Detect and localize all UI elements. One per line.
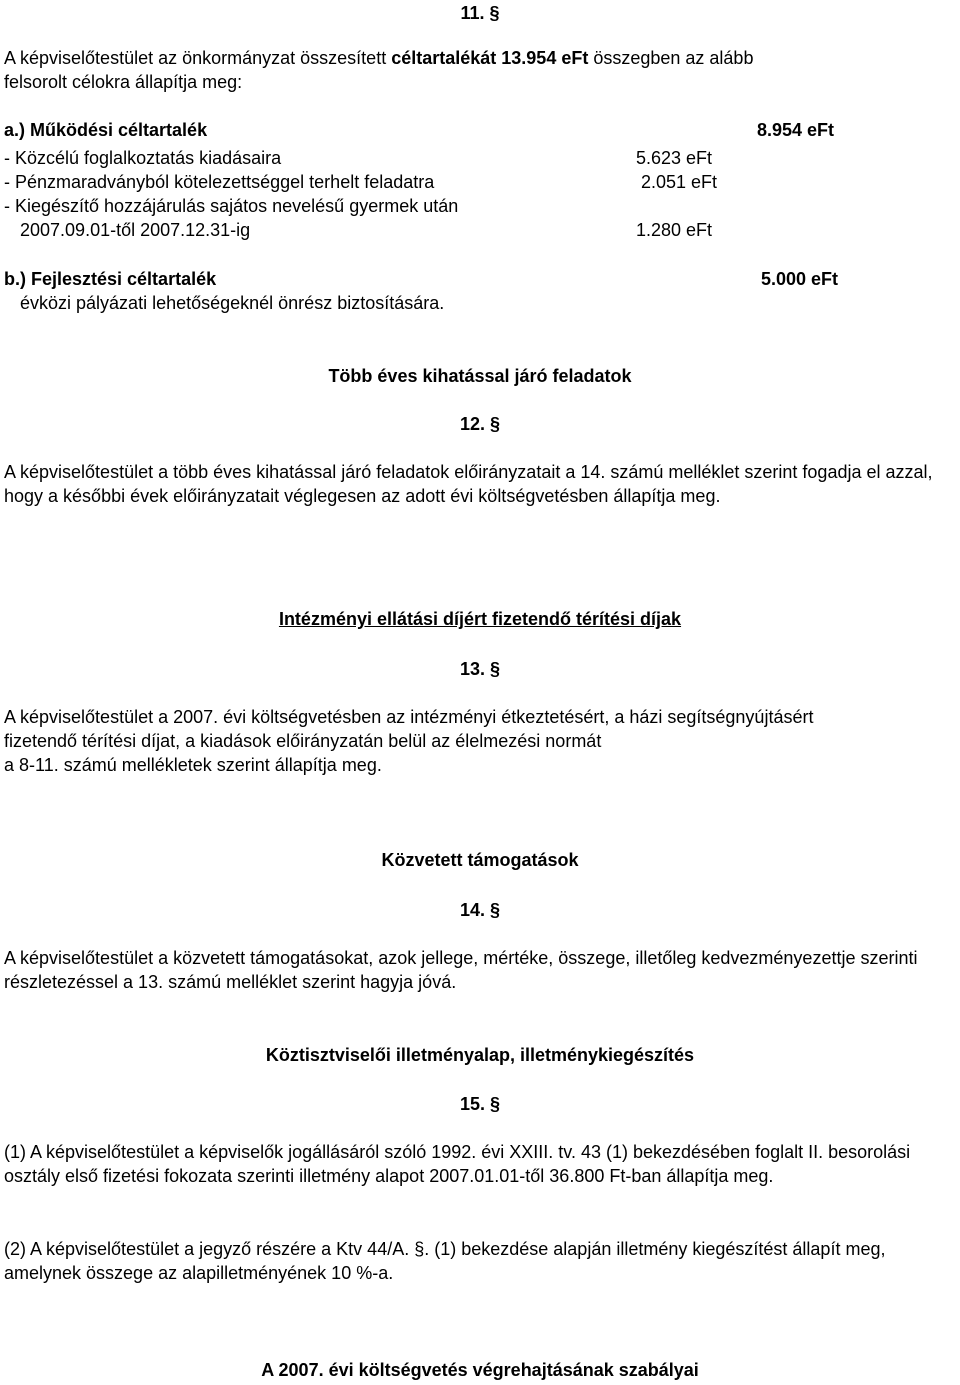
- s11-intro-line1: [4, 46, 753, 70]
- s11-item3-label: - Kiegészítő hozzájárulás sajátos nevelésű gyermek után: [4, 196, 459, 216]
- section-14-title: 14. §: [459, 900, 501, 920]
- section-15-p2: (2) A képviselőtestület a jegyző részére a Ktv 44/A. §. (1) bekezdése alapján illetmény kiegészítést állapít meg, amelynek összege az alapilletményének 10 %-a.: [4, 1239, 886, 1283]
- s11-item1-value: 5.623 eFt: [636, 148, 713, 168]
- section-14-heading: Közvetett támogatások: [381, 850, 579, 870]
- budget-rules-heading: A 2007. évi költségvetés végrehajtásának szabályai: [261, 1360, 699, 1380]
- s11-item2-value: 2.051 eFt: [641, 172, 718, 192]
- section-14-text: A képviselőtestület a közvetett támogatásokat, azok jellege, mértéke, összege, illetőleg kedvezményezettje szerinti részletezéssel a 13. számú melléklet szerint hagyja jóvá.: [4, 948, 918, 992]
- s11-item2-label: - Pénzmaradványból kötelezettséggel terhelt feladatra: [4, 172, 435, 192]
- s11-intro-suffix: összegben az alább: [588, 48, 754, 68]
- section-13-line1: A képviselőtestület a 2007. évi költségvetésben az intézményi étkeztetésért, a házi segítségnyújtásért: [4, 707, 814, 727]
- section-13-line3: a 8-11. számú mellékletek szerint állapítja meg.: [4, 755, 382, 775]
- s11-intro-prefix: A képviselőtestület az önkormányzat összesített: [4, 48, 392, 68]
- s11-a-total: 8.954 eFt: [757, 120, 835, 140]
- section-15-heading: Köztisztviselői illetményalap, illetménykiegészítés: [265, 1045, 695, 1065]
- s11-item1-label: - Közcélú foglalkoztatás kiadásaira: [4, 148, 282, 168]
- s11-b-total: 5.000 eFt: [761, 269, 839, 289]
- section-11-title: 11. §: [460, 3, 500, 23]
- section-15-title: 15. §: [459, 1094, 501, 1114]
- section-15-p1: (1) A képviselőtestület a képviselők jogállásáról szóló 1992. évi XXIII. tv. 43 (1) bekezdésében foglalt II. besorolási osztály első fizetési fokozata szerinti illetmény alapot 2007.01.01-től 36.800 Ft-ban állapítja meg.: [4, 1142, 911, 1186]
- section-12-heading: Több éves kihatással járó feladatok: [328, 366, 632, 386]
- s11-item3-value: 1.280 eFt: [636, 220, 713, 240]
- s11-intro-line2: felsorolt célokra állapítja meg:: [4, 72, 243, 92]
- section-13-line2: fizetendő térítési díjat, a kiadások előirányzatán belül az élelmezési normát: [4, 731, 602, 751]
- s11-a-label: a.) Működési céltartalék: [4, 120, 208, 140]
- section-13-title: 13. §: [459, 659, 501, 679]
- section-13-heading: Intézményi ellátási díjért fizetendő térítési díjak: [278, 609, 682, 629]
- section-12-title: 12. §: [459, 414, 501, 434]
- s11-b-label: b.) Fejlesztési céltartalék: [4, 269, 217, 289]
- section-12-text: A képviselőtestület a több éves kihatással járó feladatok előirányzatait a 14. számú melléklet szerint fogadja el azzal, hogy a későbbi évek előirányzatait véglegesen az adott évi költségvetésben állapítja meg.: [4, 462, 933, 506]
- s11-intro-bold: céltartalékát 13.954 eFt: [391, 48, 589, 68]
- s11-b-desc: évközi pályázati lehetőségeknél önrész biztosítására.: [20, 293, 445, 313]
- s11-item3-period: 2007.09.01-től 2007.12.31-ig: [20, 220, 251, 240]
